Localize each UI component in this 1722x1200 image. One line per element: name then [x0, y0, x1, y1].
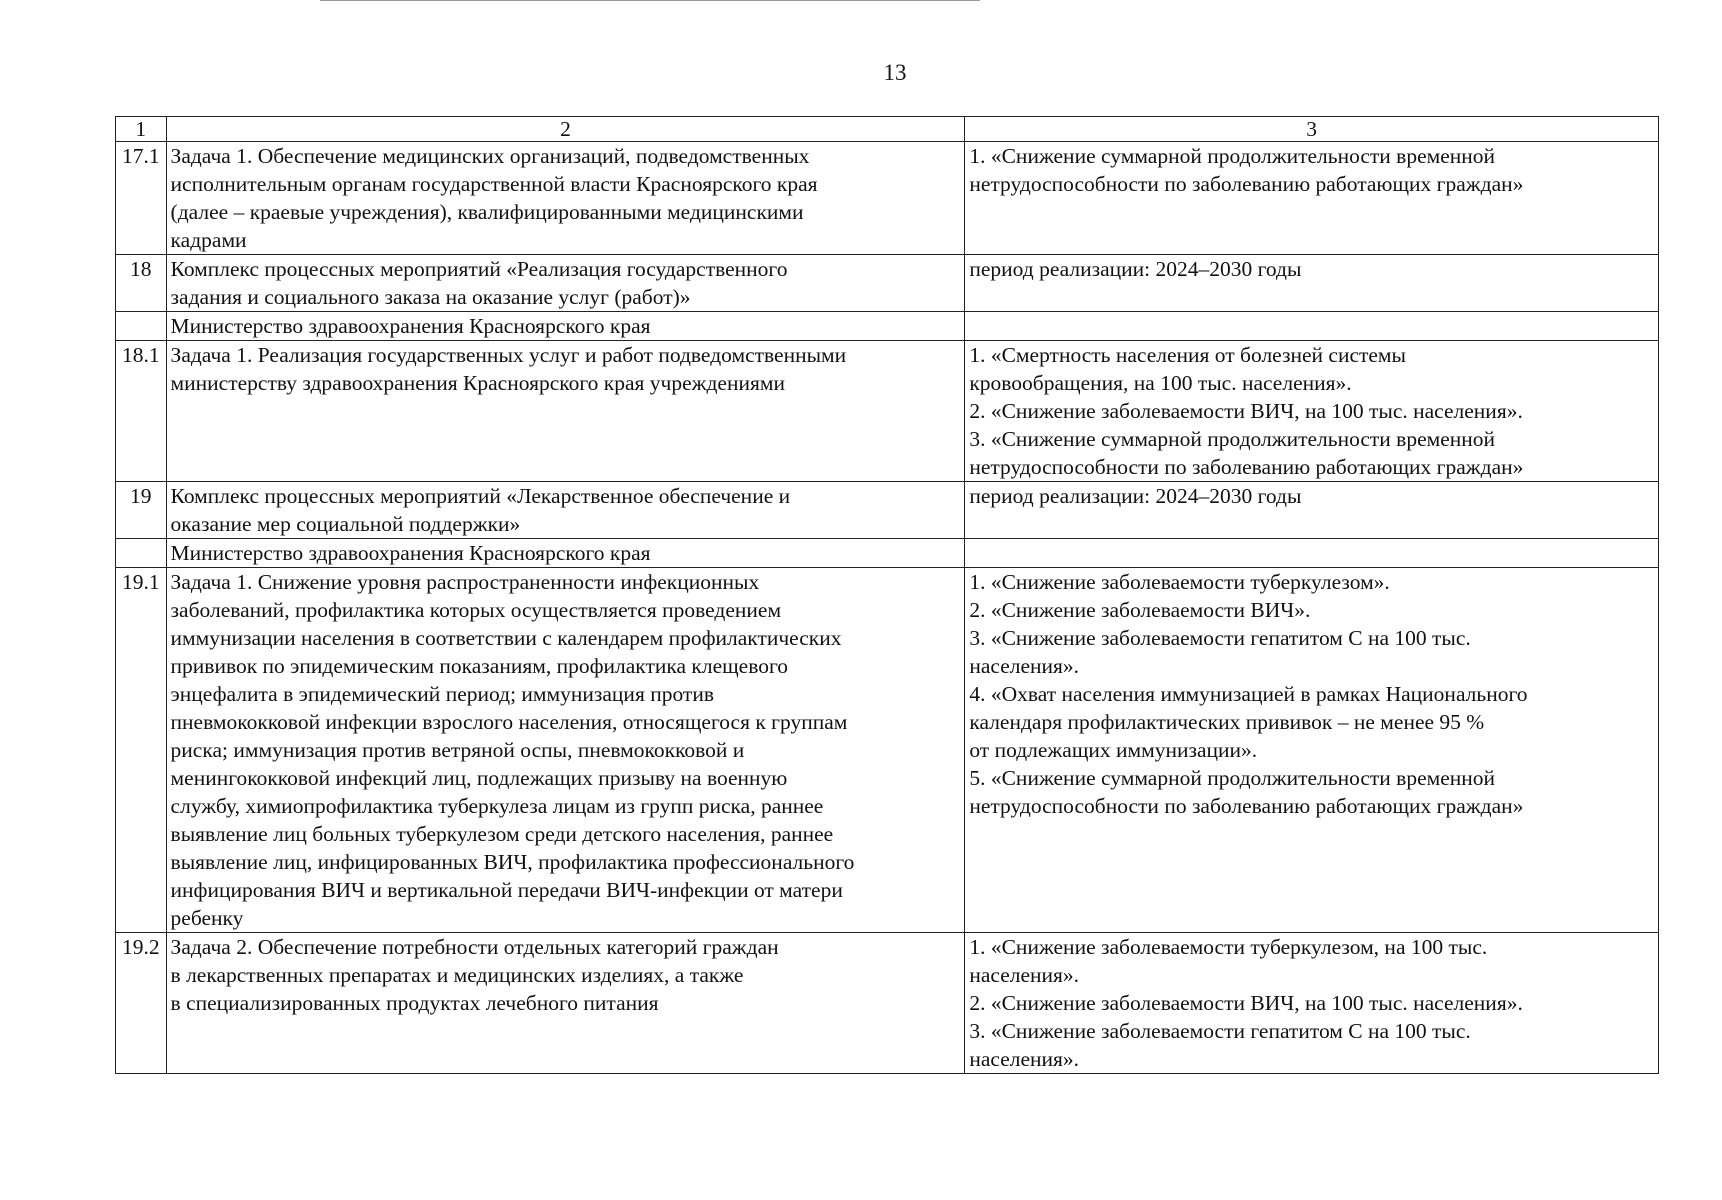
task-text-line: энцефалита в эпидемический период; иммунизация против	[170, 682, 714, 706]
task-text-line: Министерство здравоохранения Красноярского края	[170, 541, 651, 565]
task-text-line: Задача 2. Обеспечение потребности отдельных категорий граждан	[170, 935, 779, 959]
task-text-line: в специализированных продуктах лечебного питания	[170, 991, 659, 1015]
indicator-text-line: 3. «Снижение заболеваемости гепатитом С на 100 тыс.	[969, 1019, 1471, 1043]
task-text-line: выявление лиц, инфицированных ВИЧ, профилактика профессионального	[170, 850, 855, 874]
indicator-text-line: 1. «Снижение заболеваемости туберкулезом».	[969, 570, 1390, 594]
task-cell	[166, 539, 965, 568]
scan-artifact-line	[320, 0, 980, 1]
indicator-text-line: 3. «Снижение заболеваемости гепатитом С на 100 тыс.	[969, 626, 1471, 650]
task-cell	[166, 312, 965, 341]
indicator-text-line: 5. «Снижение суммарной продолжительности временной	[969, 766, 1496, 790]
task-text-line: пневмококковой инфекции взрослого населения, относящегося к группам	[170, 710, 848, 734]
table-header-row	[116, 117, 1659, 142]
header-cell-1: 1	[116, 117, 167, 142]
indicator-cell	[965, 933, 1659, 1074]
task-text-line: инфицирования ВИЧ и вертикальной передачи ВИЧ-инфекции от матери	[170, 878, 843, 902]
task-text-line: в лекарственных препаратах и медицинских изделиях, а также	[170, 963, 744, 987]
task-text-line: прививок по эпидемическим показаниям, профилактика клещевого	[170, 654, 788, 678]
indicator-text-line: нетрудоспособности по заболеванию работающих граждан»	[969, 455, 1524, 479]
indicator-text-line: 2. «Снижение заболеваемости ВИЧ, на 100 тыс. населения».	[969, 991, 1523, 1015]
indicator-cell	[965, 539, 1659, 568]
indicator-text-line: 1. «Снижение заболеваемости туберкулезом, на 100 тыс.	[969, 935, 1488, 959]
row-number-cell: 18.1	[116, 341, 167, 482]
table-body	[116, 117, 1659, 1074]
indicator-text-line: населения».	[969, 654, 1080, 678]
indicator-cell	[965, 568, 1659, 933]
indicator-cell	[965, 142, 1659, 255]
task-cell	[166, 255, 965, 312]
task-cell	[166, 568, 965, 933]
indicator-text-line: 2. «Снижение заболеваемости ВИЧ, на 100 тыс. населения».	[969, 399, 1523, 423]
table-row	[116, 933, 1659, 1074]
task-text-line: ребенку	[170, 906, 244, 930]
row-number-cell: 19	[116, 482, 167, 539]
row-number-cell	[116, 312, 167, 341]
indicator-cell	[965, 255, 1659, 312]
indicator-text-line: нетрудоспособности по заболеванию работающих граждан»	[969, 172, 1524, 196]
task-text-line: Задача 1. Обеспечение медицинских организаций, подведомственных	[170, 144, 810, 168]
program-table	[115, 116, 1659, 1074]
task-text-line: министерству здравоохранения Красноярского края учреждениями	[170, 371, 785, 395]
task-text-line: риска; иммунизация против ветряной оспы, пневмококковой и	[170, 738, 745, 762]
indicator-text-line: нетрудоспособности по заболеванию работающих граждан»	[969, 794, 1524, 818]
indicator-cell	[965, 482, 1659, 539]
indicator-cell	[965, 312, 1659, 341]
table-row	[116, 255, 1659, 312]
row-number-cell	[116, 539, 167, 568]
indicator-cell	[965, 341, 1659, 482]
table-row	[116, 568, 1659, 933]
indicator-text-line: 2. «Снижение заболеваемости ВИЧ».	[969, 598, 1311, 622]
task-text-line: оказание мер социальной поддержки»	[170, 512, 521, 536]
page-number: 13	[883, 60, 907, 85]
table-row	[116, 341, 1659, 482]
task-text-line: (далее – краевые учреждения), квалифицированными медицинскими	[170, 200, 804, 224]
indicator-text-line: населения».	[969, 1047, 1080, 1071]
task-cell	[166, 482, 965, 539]
indicator-text-line: 1. «Смертность населения от болезней системы	[969, 343, 1406, 367]
indicator-text-line: 1. «Снижение суммарной продолжительности временной	[969, 144, 1496, 168]
task-text-line: Министерство здравоохранения Красноярского края	[170, 314, 651, 338]
table-row	[116, 539, 1659, 568]
row-number-cell: 17.1	[116, 142, 167, 255]
task-text-line: менингококковой инфекций лиц, подлежащих призыву на военную	[170, 766, 788, 790]
indicator-text-line: 3. «Снижение суммарной продолжительности временной	[969, 427, 1496, 451]
task-text-line: Задача 1. Реализация государственных услуг и работ подведомственными	[170, 343, 847, 367]
task-cell	[166, 933, 965, 1074]
task-cell	[166, 142, 965, 255]
indicator-text-line: кровообращения, на 100 тыс. населения».	[969, 371, 1352, 395]
task-text-line: исполнительным органам государственной власти Красноярского края	[170, 172, 818, 196]
task-text-line: заболеваний, профилактика которых осуществляется проведением	[170, 598, 782, 622]
task-text-line: кадрами	[170, 228, 247, 252]
indicator-text-line: период реализации: 2024–2030 годы	[969, 257, 1302, 281]
task-text-line: Комплекс процессных мероприятий «Реализация государственного	[170, 257, 788, 281]
header-cell-3: 3	[965, 117, 1659, 142]
task-text-line: выявление лиц больных туберкулезом среди детского населения, раннее	[170, 822, 834, 846]
indicator-text-line: календаря профилактических прививок – не менее 95 %	[969, 710, 1485, 734]
task-text-line: Задача 1. Снижение уровня распространенности инфекционных	[170, 570, 760, 594]
indicator-text-line: населения».	[969, 963, 1080, 987]
row-number-cell: 18	[116, 255, 167, 312]
row-number-cell: 19.2	[116, 933, 167, 1074]
indicator-text-line: период реализации: 2024–2030 годы	[969, 484, 1302, 508]
task-text-line: службу, химиопрофилактика туберкулеза лицам из групп риска, раннее	[170, 794, 824, 818]
indicator-text-line: от подлежащих иммунизации».	[969, 738, 1258, 762]
task-text-line: задания и социального заказа на оказание услуг (работ)»	[170, 285, 691, 309]
row-number-cell: 19.1	[116, 568, 167, 933]
table-row	[116, 312, 1659, 341]
table-row	[116, 482, 1659, 539]
header-cell-2: 2	[166, 117, 965, 142]
task-text-line: иммунизации населения в соответствии с календарем профилактических	[170, 626, 842, 650]
task-cell	[166, 341, 965, 482]
table-row	[116, 142, 1659, 255]
indicator-text-line: 4. «Охват населения иммунизацией в рамках Национального	[969, 682, 1528, 706]
task-text-line: Комплекс процессных мероприятий «Лекарственное обеспечение и	[170, 484, 791, 508]
